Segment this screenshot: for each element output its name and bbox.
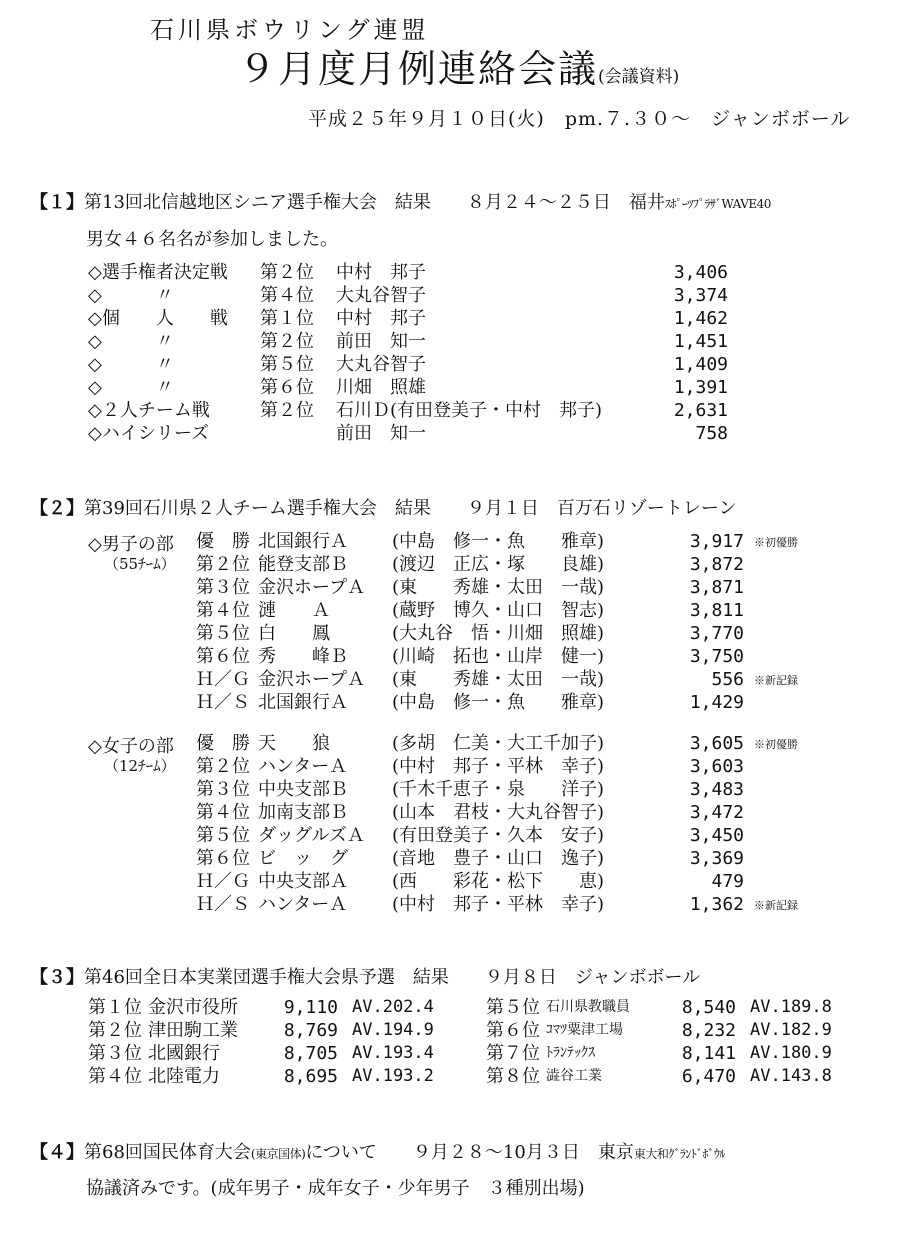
section-1-intro: 男女４６名名が参加しました。	[86, 229, 338, 250]
result-row	[196, 668, 816, 691]
players: (千木千恵子・泉 洋子)	[392, 779, 605, 800]
result-row	[196, 755, 816, 778]
players: (多胡 仁美・大工千加子)	[392, 733, 605, 754]
team-name: 金沢ホープＡ	[258, 577, 366, 598]
team-name: 中央支部Ｂ	[258, 779, 348, 800]
players: (山本 君枝・大丸谷智子)	[392, 802, 605, 823]
average-value: AV.182.9	[750, 1020, 832, 1040]
rank-label: 第２位	[196, 756, 250, 777]
rank-label: 第３位	[196, 577, 250, 598]
section-2-bracket: 【２】	[30, 498, 84, 519]
team-name: 金沢ホープＡ	[258, 669, 366, 690]
team-name: 北国銀行Ａ	[258, 692, 348, 713]
result-row	[486, 1019, 846, 1042]
men-division-label: ◇男子の部	[88, 534, 174, 555]
score-value: 3,605	[689, 733, 744, 754]
event-label: ◇ 〃	[88, 331, 174, 352]
result-row	[88, 1042, 448, 1065]
player-name: 石川Ｄ(有田登美子・中村 邦子)	[336, 400, 603, 421]
rank-label: 第５位	[196, 825, 250, 846]
score-value: 3,811	[689, 600, 744, 621]
score-value: 8,540	[681, 997, 736, 1018]
players: (有田登美子・久本 安子)	[392, 825, 605, 846]
player-name: 大丸谷智子	[336, 285, 426, 306]
record-note: ※初優勝	[754, 536, 798, 549]
rank-label: 第２位	[260, 262, 314, 283]
section-3-left-results	[88, 996, 448, 1088]
team-name: 能登支部Ｂ	[258, 554, 348, 575]
score-value: 1,391	[673, 377, 728, 398]
result-row	[486, 1065, 846, 1088]
section-4-body: 協議済みです。(成年男子・成年女子・少年男子 ３種別出場)	[86, 1178, 585, 1199]
score-value: 3,374	[673, 285, 728, 306]
players: (渡辺 正広・塚 良雄)	[392, 554, 605, 575]
players: (東 秀雄・太田 一哉)	[392, 577, 605, 598]
result-row	[88, 1065, 448, 1088]
players: (中島 修一・魚 雅章)	[392, 531, 605, 552]
team-name: ダッグルズＡ	[258, 825, 365, 846]
player-name: 川畑 照雄	[336, 377, 426, 398]
score-value: 8,232	[681, 1020, 736, 1041]
rank-label: 第２位	[260, 331, 314, 352]
org-name: 石川県ボウリング連盟	[150, 16, 430, 44]
section-4-title-small: (東京国体)	[250, 1147, 306, 1161]
score-value: 3,917	[689, 531, 744, 552]
players: (大丸谷 悟・川畑 照雄)	[392, 623, 605, 644]
men-results	[196, 530, 816, 714]
score-value: 8,141	[681, 1043, 736, 1064]
rank-label: 第４位	[196, 600, 250, 621]
rank-label: 第１位	[260, 308, 314, 329]
average-value: AV.193.4	[352, 1043, 434, 1063]
section-4-title-b: について ９月２８～10月３日 東京	[305, 1142, 634, 1163]
section-3-heading	[30, 963, 700, 989]
score-value: 1,451	[673, 331, 728, 352]
team-name: 加南支部Ｂ	[258, 802, 348, 823]
team-name: 北国銀行Ａ	[258, 531, 348, 552]
score-value: 8,705	[283, 1043, 338, 1064]
record-note: ※新記録	[754, 674, 798, 687]
result-row	[88, 284, 768, 307]
rank-label: 第３位	[88, 1043, 142, 1064]
average-value: AV.193.2	[352, 1066, 434, 1086]
result-row	[196, 847, 816, 870]
meeting-dateline: 平成２５年９月１０日(火) pm.７.３０～ ジャンボボール	[308, 108, 851, 130]
average-value: AV.194.9	[352, 1020, 434, 1040]
score-value: 3,369	[689, 848, 744, 869]
score-value: 1,462	[673, 308, 728, 329]
players: (西 彩花・松下 恵)	[392, 871, 605, 892]
rank-label: 第５位	[196, 623, 250, 644]
result-row	[196, 893, 816, 916]
section-4-venue: 東大和ｸﾞﾗﾝﾄﾞﾎﾞｳﾙ	[633, 1147, 725, 1161]
result-row	[88, 1019, 448, 1042]
result-row	[88, 307, 768, 330]
rank-label: 第２位	[88, 1020, 142, 1041]
score-value: 1,409	[673, 354, 728, 375]
team-name: ビ ッ グ	[258, 848, 348, 869]
result-row	[486, 1042, 846, 1065]
men-team-count: （55ﾁｰﾑ）	[104, 555, 176, 573]
team-name: ハンターＡ	[258, 894, 348, 915]
team-name: 金沢市役所	[148, 997, 238, 1018]
section-1-venue: ｽﾎﾟｰﾂﾌﾟﾗｻﾞWAVE40	[664, 197, 771, 211]
players: (蔵野 博久・山口 智志)	[392, 600, 605, 621]
average-value: AV.143.8	[750, 1066, 832, 1086]
score-value: 3,770	[689, 623, 744, 644]
score-value: 8,769	[283, 1020, 338, 1041]
result-row	[88, 399, 768, 422]
score-value: 3,406	[673, 262, 728, 283]
section-1-heading	[30, 188, 771, 214]
rank-label: 第４位	[196, 802, 250, 823]
result-row	[88, 330, 768, 353]
rank-label: 第２位	[260, 400, 314, 421]
players: (音地 豊子・山口 逸子)	[392, 848, 605, 869]
women-results	[196, 732, 816, 916]
section-1-title: 第13回北信越地区シニア選手権大会 結果 ８月２４～２５日 福井	[84, 192, 665, 213]
section-1-results	[88, 261, 768, 445]
team-name: 石川県教職員	[546, 999, 630, 1015]
rank-label: Ｈ／Ｓ	[196, 894, 250, 915]
section-4-title-a: 第68回国民体育大会	[84, 1142, 251, 1163]
result-row	[196, 824, 816, 847]
result-row	[196, 576, 816, 599]
result-row	[196, 732, 816, 755]
average-value: AV.180.9	[750, 1043, 832, 1063]
section-2-heading	[30, 494, 737, 520]
event-label: ◇個 人 戦	[88, 308, 228, 329]
event-label: ◇ 〃	[88, 354, 174, 375]
score-value: 556	[711, 669, 744, 690]
result-row	[196, 778, 816, 801]
event-label: ◇ 〃	[88, 377, 174, 398]
average-value: AV.189.8	[750, 997, 832, 1017]
rank-label: Ｈ／Ｇ	[196, 669, 250, 690]
rank-label: 第７位	[486, 1043, 540, 1064]
result-row	[196, 553, 816, 576]
result-row	[88, 261, 768, 284]
result-row	[196, 530, 816, 553]
score-value: 3,450	[689, 825, 744, 846]
page-subtitle: (会議資料)	[598, 67, 680, 87]
section-3-right-results	[486, 996, 846, 1088]
rank-label: 優 勝	[196, 733, 250, 754]
score-value: 3,871	[689, 577, 744, 598]
rank-label: 第１位	[88, 997, 142, 1018]
team-name: 白 鳳	[258, 623, 330, 644]
team-name: 澁谷工業	[546, 1068, 602, 1084]
player-name: 中村 邦子	[336, 308, 426, 329]
rank-label: Ｈ／Ｓ	[196, 692, 250, 713]
player-name: 前田 知一	[336, 423, 426, 444]
result-row	[196, 645, 816, 668]
result-row	[196, 622, 816, 645]
players: (東 秀雄・太田 一哉)	[392, 669, 605, 690]
result-row	[196, 801, 816, 824]
team-name: 中央支部Ａ	[258, 871, 348, 892]
score-value: 6,470	[681, 1066, 736, 1087]
event-label: ◇２人チーム戦	[88, 400, 210, 421]
team-name: 秀 峰Ｂ	[258, 646, 348, 667]
team-name: ﾄﾗﾝﾃｯｸｽ	[546, 1045, 595, 1061]
rank-label: 第６位	[486, 1020, 540, 1041]
rank-label: 第５位	[486, 997, 540, 1018]
result-row	[196, 691, 816, 714]
score-value: 8,695	[283, 1066, 338, 1087]
team-name: ｺﾏﾂ粟津工場	[546, 1022, 623, 1038]
rank-label: 第４位	[88, 1066, 142, 1087]
team-name: 津田駒工業	[148, 1020, 238, 1041]
score-value: 2,631	[673, 400, 728, 421]
result-row	[88, 376, 768, 399]
player-name: 前田 知一	[336, 331, 426, 352]
rank-label: 第５位	[260, 354, 314, 375]
team-name: 北國銀行	[148, 1043, 220, 1064]
rank-label: 第３位	[196, 779, 250, 800]
rank-label: 第６位	[196, 646, 250, 667]
team-name: 北陸電力	[148, 1066, 220, 1087]
team-name: 天 狼	[258, 733, 330, 754]
section-4-heading	[30, 1138, 725, 1164]
players: (中村 邦子・平林 幸子)	[392, 756, 605, 777]
players: (中島 修一・魚 雅章)	[392, 692, 605, 713]
rank-label: 第６位	[260, 377, 314, 398]
event-label: ◇ハイシリーズ	[88, 423, 209, 444]
average-value: AV.202.4	[352, 997, 434, 1017]
score-value: 3,603	[689, 756, 744, 777]
score-value: 3,483	[689, 779, 744, 800]
score-value: 758	[695, 423, 728, 444]
event-label: ◇ 〃	[88, 285, 174, 306]
result-row	[196, 870, 816, 893]
score-value: 1,362	[689, 894, 744, 915]
result-row	[196, 599, 816, 622]
score-value: 1,429	[689, 692, 744, 713]
result-row	[88, 996, 448, 1019]
page-title: ９月度月例連絡会議	[238, 47, 599, 91]
score-value: 3,872	[689, 554, 744, 575]
player-name: 中村 邦子	[336, 262, 426, 283]
players: (川崎 拓也・山岸 健一)	[392, 646, 605, 667]
score-value: 479	[711, 871, 744, 892]
players: (中村 邦子・平林 幸子)	[392, 894, 605, 915]
section-3-bracket: 【３】	[30, 967, 84, 988]
women-division-label: ◇女子の部	[88, 736, 174, 757]
result-row	[88, 422, 768, 445]
team-name: 漣 Ａ	[258, 600, 330, 621]
score-value: 3,750	[689, 646, 744, 667]
score-value: 9,110	[283, 997, 338, 1018]
section-3-title: 第46回全日本実業団選手権大会県予選 結果 ９月８日 ジャンボボール	[84, 967, 701, 988]
record-note: ※初優勝	[754, 738, 798, 751]
score-value: 3,472	[689, 802, 744, 823]
rank-label: Ｈ／Ｇ	[196, 871, 250, 892]
rank-label: 第４位	[260, 285, 314, 306]
player-name: 大丸谷智子	[336, 354, 426, 375]
section-4-bracket: 【４】	[30, 1142, 84, 1163]
rank-label: 第８位	[486, 1066, 540, 1087]
result-row	[486, 996, 846, 1019]
section-1-bracket: 【１】	[30, 192, 84, 213]
event-label: ◇選手権者決定戦	[88, 262, 228, 283]
section-2-title: 第39回石川県２人チーム選手権大会 結果 ９月１日 百万石リゾートレーン	[84, 498, 737, 519]
team-name: ハンターＡ	[258, 756, 348, 777]
result-row	[88, 353, 768, 376]
record-note: ※新記録	[754, 899, 798, 912]
women-team-count: （12ﾁｰﾑ）	[104, 757, 176, 775]
rank-label: 優 勝	[196, 531, 250, 552]
rank-label: 第２位	[196, 554, 250, 575]
rank-label: 第６位	[196, 848, 250, 869]
